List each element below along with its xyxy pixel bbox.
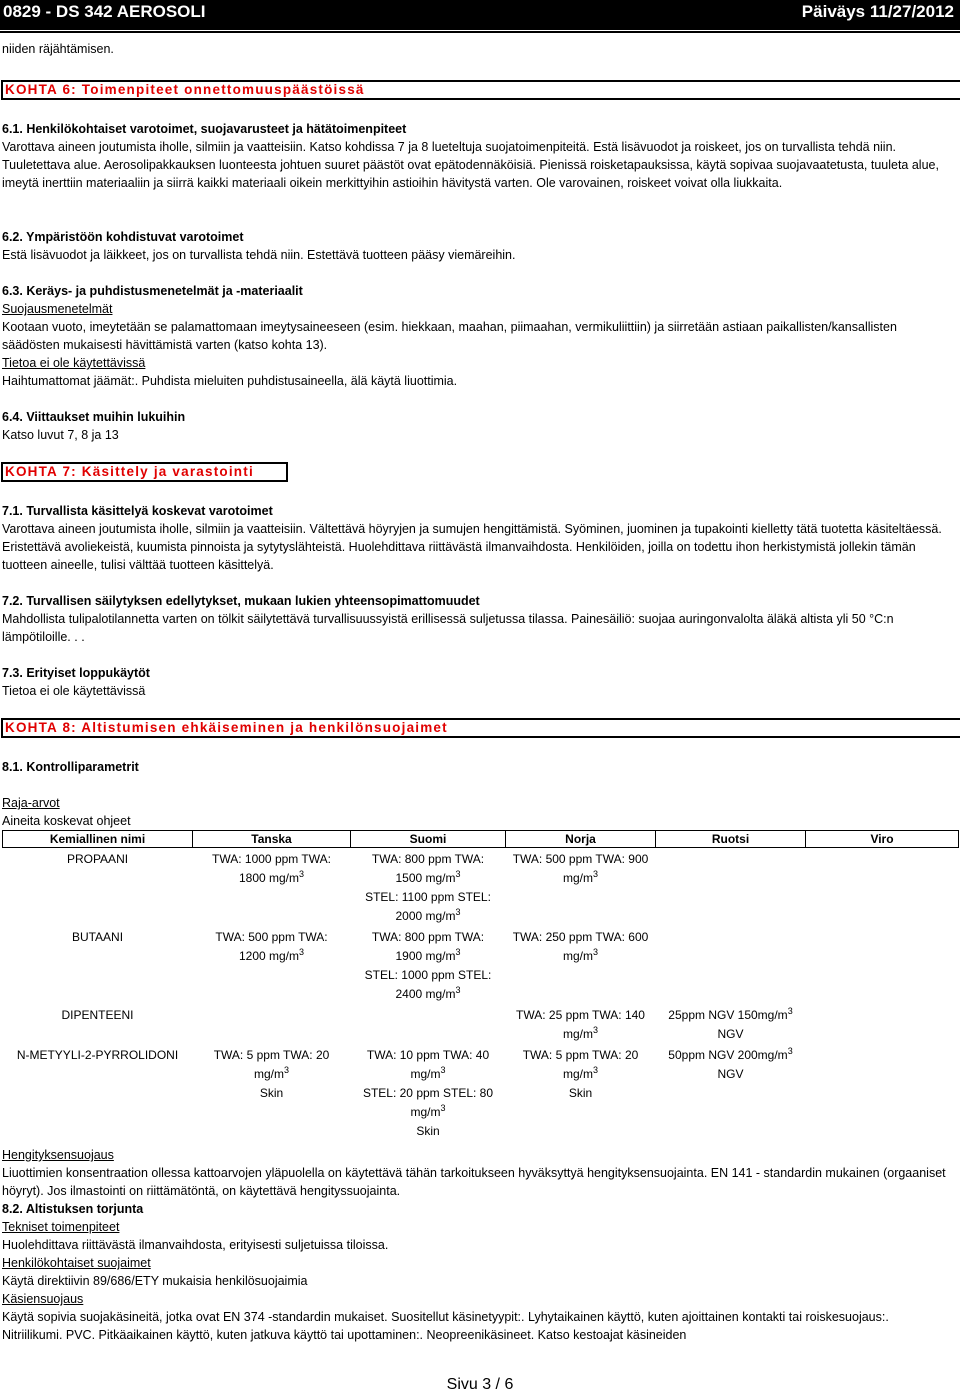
chemical-name-cell: DIPENTEENI [61,1008,134,1022]
limit-cell: 50ppm NGV $200mg/m^3$ NGV [668,1046,793,1081]
section-7-title: KOHTA 7: Käsittely ja varastointi [1,462,288,482]
limit-cell [806,1044,959,1141]
exposure-limits-table [2,830,959,1141]
limit-cell: TWA: 25 ppm TWA: 140 $mg/m^3$ [516,1008,645,1041]
s63-subheading-1: Suojausmenetelmät [2,302,113,316]
respiratory-heading: Hengityksensuojaus [2,1148,114,1162]
limit-cell: TWA: 500 ppm TWA: 1200 $mg/m^3$ [215,930,328,963]
limits-subheading: Raja-arvot [2,796,60,810]
ppe-heading: Henkilökohtaiset suojaimet [2,1256,151,1270]
page-number: Sivu 3 / 6 [446,1376,514,1393]
s63-heading: 6.3. Keräys- ja puhdistusmenetelmät ja -materiaalit [2,284,303,298]
hand-protection-text: Käytä sopivia suojakäsineitä, jotka ovat EN 374 -standardin mukaiset. Suositellut käsinetyypit:. Lyhytaikainen käyttö, kuten ajoittainen kontakti tai roiskesuojaus:. Nitriilikumi. PVC. Pitkäaikainen käyttö, kuten jatkuva käyttö tai upottaminen:. Neopreenikäsineet. Katso kestoajat käsineiden [2,1310,889,1342]
product-title: 0829 - DS 342 AEROSOLI [3,2,206,21]
table-row [3,1004,959,1044]
table-header-row [3,831,959,848]
limit-cell [351,1004,506,1044]
chemical-name-cell: PROPAANI [66,852,129,866]
header-rule [0,31,960,33]
technical-heading: Tekniset toimenpiteet [2,1220,120,1234]
page-header [0,0,960,30]
column-header: Viro [806,831,959,848]
s73-heading: 7.3. Erityiset loppukäytöt [2,666,150,680]
limit-cell [806,848,959,927]
section-6-title: KOHTA 6: Toimenpiteet onnettomuuspäästöissä [1,80,960,100]
chemical-name-cell: N-METYYLI-2-PYRROLIDONI [16,1048,179,1062]
s73-text: Tietoa ei ole käytettävissä [2,684,146,698]
limit-cell: TWA: 5 ppm TWA: 20 $mg/m^3$ Skin [522,1048,639,1100]
revision-date: Päiväys 11/27/2012 [801,2,954,21]
table-row [3,848,959,927]
limit-cell: TWA: 1000 ppm TWA: 1800 $mg/m^3$ [212,852,331,885]
table-row [3,1044,959,1141]
s62-text: Estä lisävuodot ja läikkeet, jos on turvallista tehdä niin. Estettävä tuotteen pääsy viemäreihin. [2,248,516,262]
limit-cell [656,848,806,927]
column-header: Tanska [193,831,351,848]
limit-cell [806,926,959,1004]
section-8-title: KOHTA 8: Altistumisen ehkäiseminen ja henkilönsuojaimet [1,718,960,738]
s62-heading: 6.2. Ympäristöön kohdistuvat varotoimet [2,230,244,244]
s64-text: Katso luvut 7, 8 ja 13 [2,428,119,442]
limit-cell [806,1004,959,1044]
limit-cell: TWA: 10 ppm TWA: 40 $mg/m^3$ STEL: 20 ppm STEL: 80 $mg/m^3$ Skin [362,1048,494,1138]
limit-cell: TWA: 500 ppm TWA: 900 $mg/m^3$ [512,852,649,885]
s63-text-1: Kootaan vuoto, imeytetään se palamattomaan imeytysaineeseen (esim. hiekkaan, maahan, piimaahan, vermikuliittiin) ja siirretään astiaan paikallisten/kansallisten säädösten mukaisesti hävittämistä varten (katso kohta 13). [2,320,897,352]
limit-cell [656,926,806,1004]
s81-heading: 8.1. Kontrolliparametrit [2,760,139,774]
limit-cell: TWA: 800 ppm TWA: 1900 $mg/m^3$ STEL: 1000 ppm STEL: 2400 $mg/m^3$ [364,930,492,1001]
s82-heading: 8.2. Altistuksen torjunta [2,1202,144,1216]
s71-heading: 7.1. Turvallista käsittelyä koskevat varotoimet [2,504,273,518]
limit-cell: TWA: 800 ppm TWA: 1500 $mg/m^3$ STEL: 1100 ppm STEL: 2000 $mg/m^3$ [365,852,491,923]
column-header: Suomi [351,831,506,848]
hand-protection-heading: Käsiensuojaus [2,1292,84,1306]
table-row [3,926,959,1004]
s61-heading: 6.1. Henkilökohtaiset varotoimet, suojavarusteet ja hätätoimenpiteet [2,122,407,136]
s72-heading: 7.2. Turvallisen säilytyksen edellytykset, mukaan lukien yhteensopimattomuudet [2,594,480,608]
limit-cell [193,1004,351,1044]
carryover-text: niiden räjähtämisen. [2,42,114,56]
chemical-name-cell: BUTAANI [71,930,124,944]
s64-heading: 6.4. Viittaukset muihin lukuihin [2,410,186,424]
s63-subheading-2: Tietoa ei ole käytettävissä [2,356,146,370]
limit-cell: TWA: 250 ppm TWA: 600 $mg/m^3$ [512,930,649,963]
s71-text: Varottava aineen joutumista iholle, silmiin ja vaatteisiin. Vältettävä höyryjen ja sumujen hengittämistä. Syöminen, juominen ja tupakointi kielletty tätä tuotetta käsiteltäessä. Eristettävä avoliekeistä, kuumista pinnoista ja sytytyslähteistä. Huolehdittava riittävästä ilmanvaihdosta. Henkilöiden, joilla on todettu ihon herkistymistä jollekin tämän tuotteen aineelle, tulisi välttää tuotteen käsittelyä. [2,522,942,572]
column-header: Norja [506,831,656,848]
limit-cell: TWA: 5 ppm TWA: 20 $mg/m^3$ Skin [213,1048,330,1100]
limit-cell: 25ppm NGV $150mg/m^3$ NGV [668,1006,793,1041]
limits-intro: Aineita koskevat ohjeet [2,814,131,828]
column-header: Kemiallinen nimi [3,831,193,848]
s63-text-2: Haihtumattomat jäämät:. Puhdista mieluiten puhdistusaineella, älä käytä liuottimia. [2,374,458,388]
s72-text: Mahdollista tulipalotilannetta varten on tölkit säilytettävä turvallisuussyistä erillisessä suljetussa tilassa. Painesäiliö: suojaa auringonvalolta äläkä altista yli 50 °C:n lämpötiloille. . . [2,612,894,644]
ppe-text: Käytä direktiivin 89/686/ETY mukaisia henkilösuojaimia [2,1274,308,1288]
s61-text: Varottava aineen joutumista iholle, silmiin ja vaatteisiin. Katso kohdissa 7 ja 8 lueteltuja suojatoimenpiteitä. Estä lisävuodot ja roiskeet, jos on turvallista tehdä niin. Tuuletettava alue. Aerosolipakkauksen luonteesta johtuen suuret päästöt ovat epätodennäköisiä. Pienissä roisketapauksissa, käytä sopivaa suojavaatetusta, tuuleta alue, imeytä inerttiin materiaaliin ja siirrä kaikki materiaali oikein merkittyihin astioihin hävitystä varten. Ole varovainen, roiskeet voivat olla liukkaita. [2,140,939,190]
respiratory-text: Liuottimien konsentraation ollessa kattoarvojen yläpuolella on käytettävä tähän tarkoitukseen hyväksyttyä hengityksensuojainta. EN 141 - standardin mukainen (orgaaniset höyryt). Jos ilmastointi on riittämätönt​ä, on käytettävä hengityssuojainta. [2,1166,946,1198]
column-header: Ruotsi [656,831,806,848]
technical-text: Huolehdittava riittävästä ilmanvaihdosta, erityisesti suljetuissa tiloissa. [2,1238,389,1252]
